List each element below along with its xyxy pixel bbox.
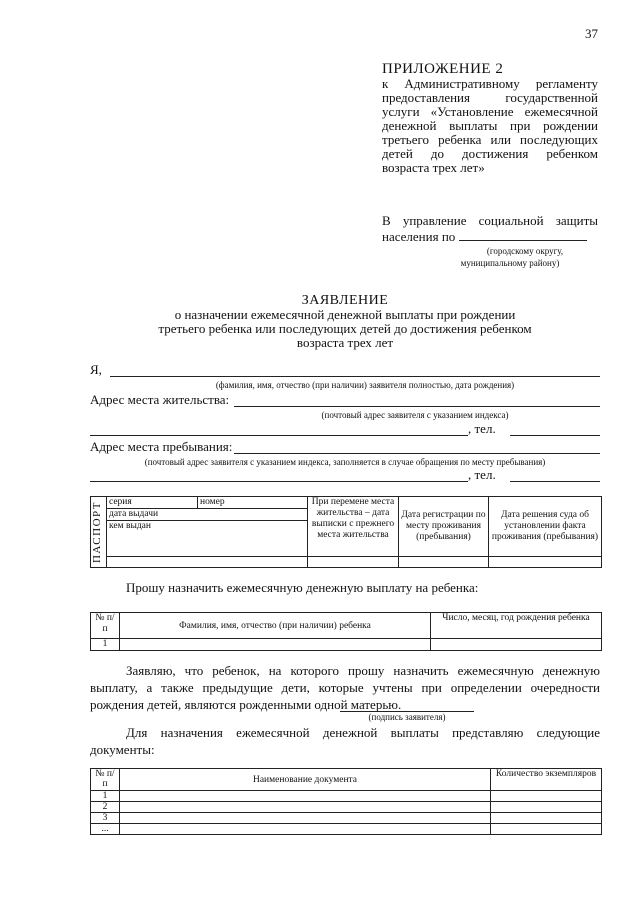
issued-by-cell[interactable]: кем выдан [107, 521, 308, 557]
residence-field-2[interactable] [90, 435, 468, 436]
form-subtitle-3: возраста трех лет [296, 335, 394, 350]
issue-date-cell[interactable]: дата выдачи [107, 509, 308, 521]
passport-side-cell [91, 497, 107, 568]
table-row [91, 639, 602, 651]
stay-field-2[interactable] [90, 481, 468, 482]
move-date-cell[interactable] [308, 556, 399, 567]
move-date-header: При перемене места жительства – дата выписки с прежнего места жительства [308, 497, 399, 557]
doc-name-cell[interactable] [120, 802, 491, 813]
issued-by-extra-cell[interactable] [107, 556, 308, 567]
doc-num-header: № п/п [91, 769, 120, 791]
number-cell[interactable]: номер [198, 497, 308, 509]
documents-table [90, 768, 602, 835]
doc-count-cell[interactable] [491, 802, 602, 813]
doc-count-cell[interactable] [491, 824, 602, 835]
residence-label: Адрес места жительства: [90, 392, 230, 407]
child-table [90, 612, 602, 651]
appendix-block [382, 62, 598, 175]
residence-field[interactable] [234, 406, 600, 407]
doc-count-cell[interactable] [491, 791, 602, 802]
doc-name-cell[interactable] [120, 791, 491, 802]
doc-name-cell[interactable] [120, 813, 491, 824]
stay-note: (почтовый адрес заявителя с указанием индекса, заполняется в случае обращения по месту пребывания) [144, 457, 546, 467]
registration-date-header: Дата регистрации по месту проживания (пребывания) [399, 497, 489, 557]
signature-note: (подпись заявителя) [368, 712, 446, 722]
page-number: 37 [585, 26, 598, 41]
addressee-line1: В управление социальной защиты [382, 213, 598, 228]
child-name-cell[interactable] [120, 639, 431, 651]
district-field[interactable] [459, 229, 587, 241]
request-text: Прошу назначить ежемесячную денежную выплату на ребенка: [126, 580, 479, 595]
documents-text: Для назначения ежемесячной денежной выплаты представляю следующие документы: [90, 725, 600, 757]
child-name-header: Фамилия, имя, отчество (при наличии) ребенка [120, 613, 431, 639]
applicant-name-note: (фамилия, имя, отчество (при наличии) заявителя полностью, дата рождения) [215, 380, 515, 390]
table-row [91, 802, 602, 813]
court-date-cell[interactable] [489, 556, 602, 567]
appendix-title: ПРИЛОЖЕНИЕ 2 [382, 61, 504, 77]
declaration-text: Заявляю, что ребенок, на которого прошу назначить ежемесячную денежную выплату, а также предыдущие дети, которые учтены при определении очередности рождения детей, являются рожденными одной матерью. [90, 663, 600, 712]
phone-label: , тел. [468, 421, 496, 436]
stay-field[interactable] [234, 453, 600, 454]
doc-row-num: 1 [91, 791, 120, 802]
doc-name-header: Наименование документа [120, 769, 491, 791]
passport-side-label: ПАСПОРТ [91, 500, 103, 564]
child-row-num: 1 [91, 639, 120, 651]
registration-date-cell[interactable] [399, 556, 489, 567]
table-row [91, 824, 602, 835]
child-birth-cell[interactable] [431, 639, 602, 651]
form-subtitle-1: о назначении ежемесячной денежной выплаты при рождении [174, 307, 516, 322]
form-subtitle-2: третьего ребенка или последующих детей до достижения ребенком [158, 321, 532, 336]
passport-table [90, 496, 602, 568]
addressee-line2: населения по [382, 229, 456, 244]
child-num-header: № п/п [91, 613, 120, 639]
applicant-name-field[interactable] [110, 376, 600, 377]
phone-field-2[interactable] [510, 481, 600, 482]
doc-name-cell[interactable] [120, 824, 491, 835]
addressee-note1: (городскому округу, [486, 246, 564, 256]
addressee-block [382, 213, 598, 269]
table-row [91, 791, 602, 802]
phone-field[interactable] [510, 435, 600, 436]
table-row [91, 813, 602, 824]
doc-row-num: 3 [91, 813, 120, 824]
stay-label: Адрес места пребывания: [90, 439, 233, 454]
doc-count-header: Количество экземпляров [491, 769, 602, 791]
i-label: Я, [90, 362, 102, 377]
residence-note: (почтовый адрес заявителя с указанием индекса) [321, 410, 509, 420]
phone-label-2: , тел. [468, 467, 496, 482]
child-birth-header: Число, месяц, год рождения ребенка [431, 613, 602, 639]
court-date-header: Дата решения суда об установлении факта проживания (пребывания) [489, 497, 602, 557]
doc-count-cell[interactable] [491, 813, 602, 824]
form-title: ЗАЯВЛЕНИЕ [301, 293, 389, 308]
doc-row-num: ... [91, 824, 120, 835]
addressee-note2: муниципальному району) [460, 258, 560, 268]
appendix-text: к Административному регламенту предоставления государственной услуги «Установление ежемесячной денежной выплаты при рождении третьего ребенка или последующих детей до достижения ребенком возраста трех лет» [382, 76, 598, 175]
doc-row-num: 2 [91, 802, 120, 813]
series-cell[interactable]: серия [107, 497, 198, 509]
form-heading [90, 294, 600, 350]
